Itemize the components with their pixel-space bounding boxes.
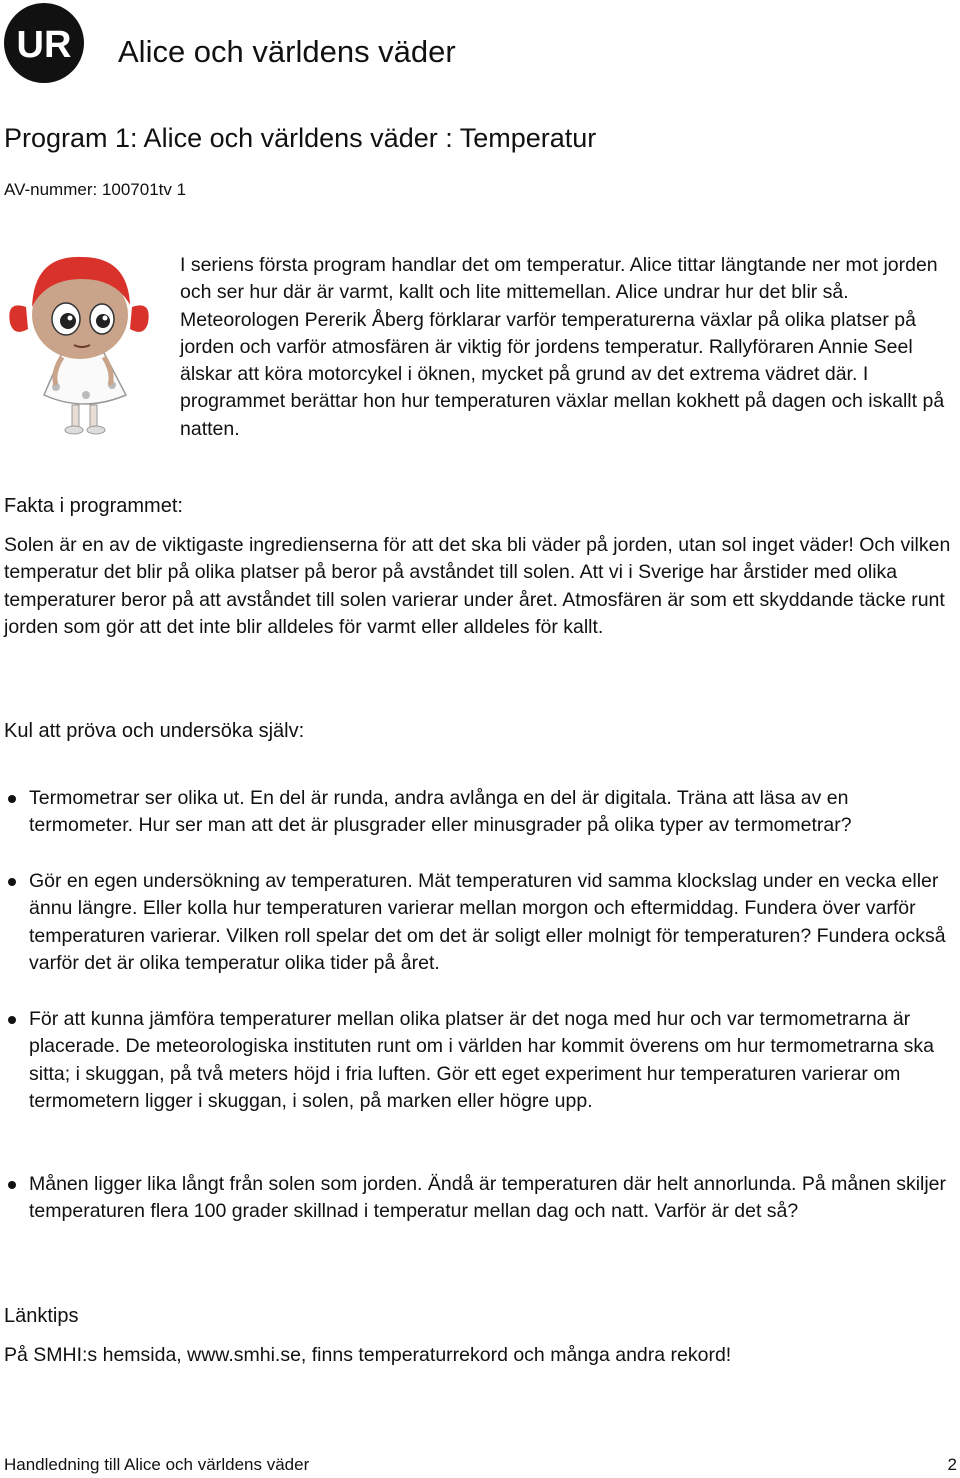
av-number: AV-nummer: 100701tv 1 <box>4 180 187 199</box>
list-item-text: Månen ligger lika långt från solen som jorden. Ändå är temperaturen där helt annorlunda. På månen skiljer temperaturen flera 100 grader skillnad i temperatur mellan dag och natt. Varför är det så? <box>29 1173 947 1223</box>
brand-title: Alice och världens väder <box>118 34 456 69</box>
bullet-icon <box>8 1016 16 1024</box>
program-title: Program 1: Alice och världens väder : Temperatur <box>4 123 597 153</box>
list-item-text: För att kunna jämföra temperaturer mellan olika platser är det noga med hur och var termometrarna är placerade. De meteorologiska instituten runt om i världen har kommit överens om hur termometrarna ska sitta; i skuggan, på två meters höjd i fria luften. Gör ett eget experiment hur temperaturen varierar om termometern ligger i skuggan, i solen, på marken eller högre upp. <box>29 1008 934 1112</box>
logo-text: UR <box>16 24 72 66</box>
intro-paragraph: I seriens första program handlar det om temperatur. Alice tittar längtande ner mot jorden och ser hur där är varmt, kallt och lite mittemellan. Alice undrar hur det blir så. Meteorologen Pererik Åberg förklarar varför temperaturerna växlar på olika platser på jorden och varför atmosfären är viktig för jordens temperatur. Rallyföraren Annie Seel älskar att köra motorcykel i öknen, mycket på grund av det extrema vädret där. I programmet berättar hon hur temperaturen växlar mellan kokhett på dagen och iskallt på natten. <box>180 254 945 440</box>
page-number: 2 <box>947 1455 957 1474</box>
ur-logo <box>4 3 84 83</box>
bullet-icon <box>8 878 16 886</box>
links-paragraph: På SMHI:s hemsida, www.smhi.se, finns temperaturrekord och många andra rekord! <box>4 1344 732 1366</box>
facts-paragraph: Solen är en av de viktigaste ingredienserna för att det ska bli väder på jorden, utan sol inget väder! Och vilken temperatur det blir på olika platser på beror på avståndet till solen. Att vi i Sverige har årstider med olika temperaturer beror på att avståndet till solen varierar under året. Atmosfären är som ett skyddande täcke runt jorden som gör att det inte blir alldeles för varmt eller alldeles för kallt. <box>4 534 951 638</box>
list-item-text: Termometrar ser olika ut. En del är runda, andra avlånga en del är digitala. Träna att läsa av en termometer. Hur ser man att det är plusgrader eller minusgrader på olika typer av termometrar? <box>29 787 852 837</box>
footer-title: Handledning till Alice och världens väder <box>4 1455 310 1474</box>
bullet-icon <box>8 795 16 803</box>
links-heading: Länktips <box>4 1305 79 1327</box>
try-it-heading: Kul att pröva och undersöka själv: <box>4 720 305 742</box>
facts-heading: Fakta i programmet: <box>4 495 183 517</box>
list-item-text: Gör en egen undersökning av temperaturen. Mät temperaturen vid samma klockslag under en vecka eller ännu längre. Eller kolla hur temperaturen varierar mellan morgon och eftermiddag. Fundera över varför temperaturen varierar. Vilken roll spelar det om det är soligt eller molnigt för temperaturen? Fundera också varför det är olika temperatur olika tider på året. <box>29 870 946 974</box>
bullet-icon <box>8 1181 16 1189</box>
alice-illustration <box>4 245 164 440</box>
